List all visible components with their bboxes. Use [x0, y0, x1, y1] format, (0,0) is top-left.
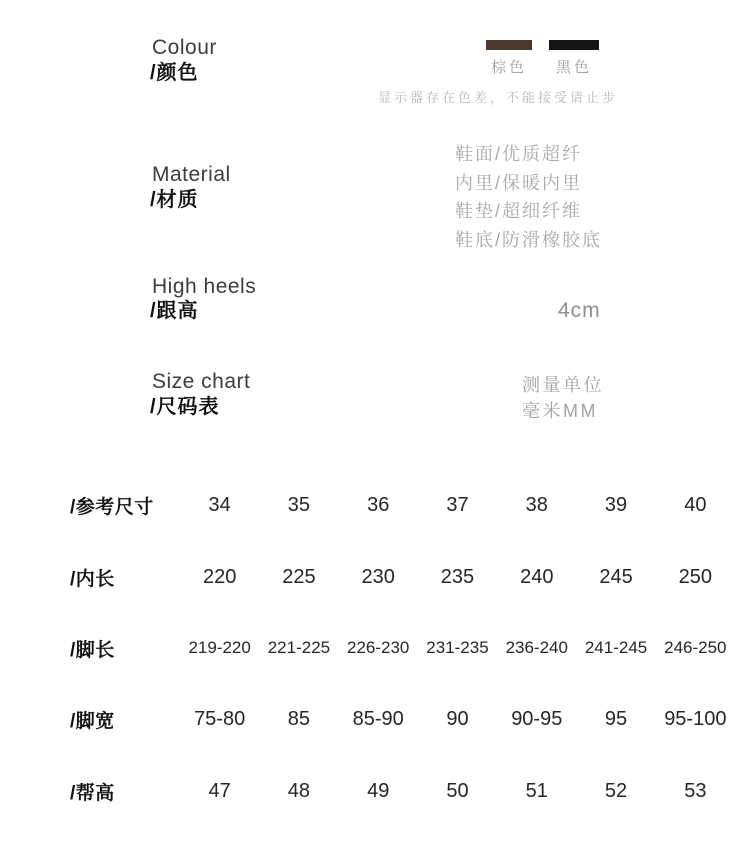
table-cell: 48: [287, 779, 311, 802]
table-cell: 230: [361, 565, 395, 588]
measurement-unit-line1: 测量单位: [522, 375, 604, 395]
table-cell: 221-225: [267, 638, 331, 657]
table-cell: 90: [446, 707, 469, 730]
material-line-lining: 内里/保暖内里: [455, 172, 583, 193]
table-cell: 39: [604, 493, 628, 516]
black-swatch-label: 黑色: [555, 59, 592, 76]
material-line-upper: 鞋面/优质超纤: [455, 144, 583, 164]
table-cell: 53: [684, 779, 707, 802]
table-cell: 95-100: [664, 707, 727, 730]
table-cell: 35: [287, 493, 311, 516]
colour-option-brown: [486, 40, 532, 77]
colour-swatch-group: [486, 40, 599, 77]
material-line-insole: 鞋垫/超细纤维: [455, 201, 583, 221]
row-label: /脚长: [70, 639, 115, 661]
table-cell: 51: [525, 779, 548, 802]
material-section-title-en: Material: [152, 163, 231, 186]
colour-difference-note: 显示器存在色差，不能接受请止步: [378, 90, 619, 105]
colour-section-title-en: Colour: [152, 36, 217, 59]
size-chart-title-en: Size chart: [152, 370, 251, 393]
brown-swatch-label: 棕色: [490, 59, 527, 76]
table-cell: 241-245: [584, 638, 648, 657]
colour-section-title-zh: /颜色: [150, 62, 199, 84]
table-cell: 36: [367, 493, 390, 516]
table-row-foot-length: [60, 634, 735, 662]
colour-option-black: [549, 40, 599, 77]
table-row-reference-size: [60, 491, 735, 519]
table-cell: 40: [684, 493, 707, 516]
heel-section-title-zh: /跟高: [150, 300, 199, 322]
table-cell: 231-235: [426, 638, 489, 657]
table-cell: 90-95: [511, 707, 563, 730]
material-section-title-zh: /材质: [150, 189, 199, 211]
measurement-unit: [522, 372, 604, 424]
table-cell: 226-230: [347, 638, 410, 657]
measurement-unit-line2: 毫米MM: [522, 401, 598, 421]
row-label: /内长: [70, 568, 115, 590]
table-cell: 37: [446, 493, 469, 516]
table-cell: 47: [208, 779, 231, 802]
table-cell: 85-90: [352, 707, 404, 730]
table-cell: 50: [446, 779, 469, 802]
table-cell: 245: [599, 565, 633, 588]
black-swatch: [549, 40, 599, 50]
heel-section-title-en: High heels: [152, 275, 257, 298]
table-cell: 236-240: [505, 638, 568, 657]
material-line-outsole: 鞋底/防滑橡胶底: [455, 229, 603, 250]
row-label: /脚宽: [70, 710, 115, 732]
table-cell: 250: [678, 565, 713, 588]
table-cell: 246-250: [664, 638, 727, 657]
table-cell: 240: [520, 565, 554, 588]
table-cell: 75-80: [194, 707, 246, 730]
table-row-upper-height: [60, 777, 735, 805]
table-cell: 85: [287, 707, 311, 730]
material-detail-list: [455, 140, 602, 254]
table-cell: 219-220: [188, 638, 251, 657]
table-cell: 38: [525, 493, 548, 516]
table-cell: 95: [604, 707, 628, 730]
heel-height-value: 4cm: [558, 299, 601, 322]
table-row-inner-length: [60, 563, 735, 591]
row-label: /帮高: [70, 782, 115, 804]
size-chart-title-zh: /尺码表: [150, 396, 220, 418]
table-cell: 52: [604, 779, 628, 802]
table-cell: 49: [367, 779, 390, 802]
brown-swatch: [486, 40, 532, 50]
table-row-foot-width: [60, 705, 735, 733]
table-cell: 220: [202, 565, 237, 588]
row-label: /参考尺寸: [70, 496, 154, 518]
table-cell: 235: [440, 565, 475, 588]
table-cell: 225: [282, 565, 316, 588]
table-cell: 34: [208, 493, 231, 516]
